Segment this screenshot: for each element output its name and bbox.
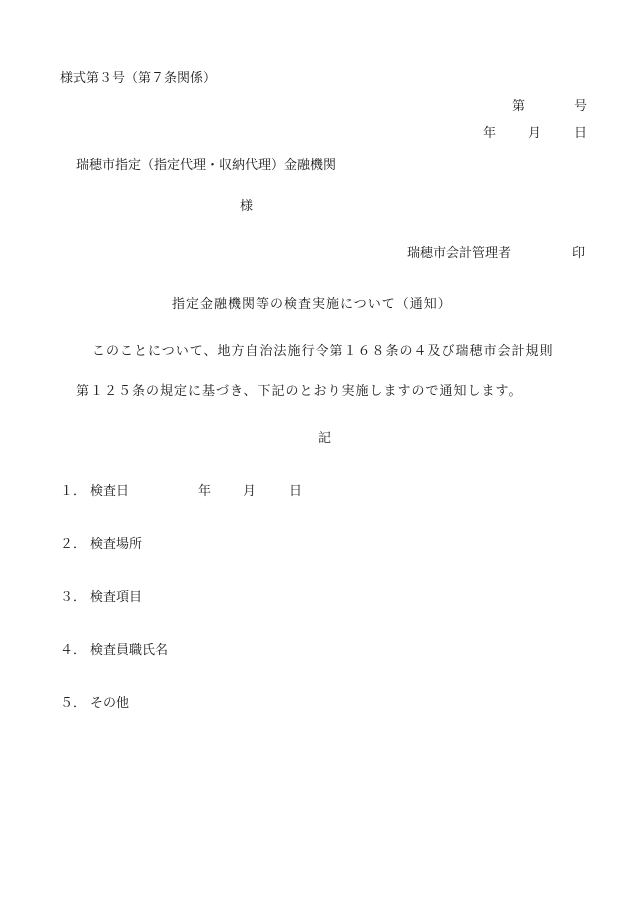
addressee-honorific: 様 — [240, 199, 254, 214]
body-line-1: このことについて、地方自治法施行令第１６８条の４及び瑞穂市会計規則 — [92, 344, 554, 359]
item-label: 検査員職氏名 — [90, 643, 169, 658]
item-number: ３． — [60, 590, 87, 605]
form-label: 様式第３号（第７条関係） — [60, 71, 217, 86]
inspection-year: 年 — [198, 484, 212, 499]
item-number: ４． — [60, 643, 87, 658]
document-title: 指定金融機関等の検査実施について（通知） — [172, 297, 452, 312]
item-label: 検査項目 — [90, 590, 143, 605]
item-label: その他 — [90, 696, 130, 711]
addressee-org: 瑞穂市指定（指定代理・収納代理）金融機関 — [76, 158, 337, 173]
body-line-2: 第１２５条の規定に基づき、下記のとおり実施しますので通知します。 — [76, 384, 523, 399]
inspection-day: 日 — [289, 484, 303, 499]
item-label: 検査場所 — [90, 537, 143, 552]
doc-number-prefix: 第 — [512, 99, 526, 114]
seal-mark: 印 — [572, 246, 586, 261]
date-day: 日 — [574, 126, 588, 141]
inspection-month: 月 — [243, 484, 257, 499]
date-month: 月 — [528, 126, 542, 141]
ki-heading: 記 — [318, 431, 332, 446]
item-number: ５． — [60, 696, 87, 711]
doc-number-suffix: 号 — [574, 99, 588, 114]
sender-name: 瑞穂市会計管理者 — [407, 246, 512, 261]
date-year: 年 — [483, 126, 497, 141]
item-number: ２． — [60, 537, 87, 552]
item-number: １． — [60, 484, 87, 499]
item-label: 検査日 — [90, 484, 130, 499]
